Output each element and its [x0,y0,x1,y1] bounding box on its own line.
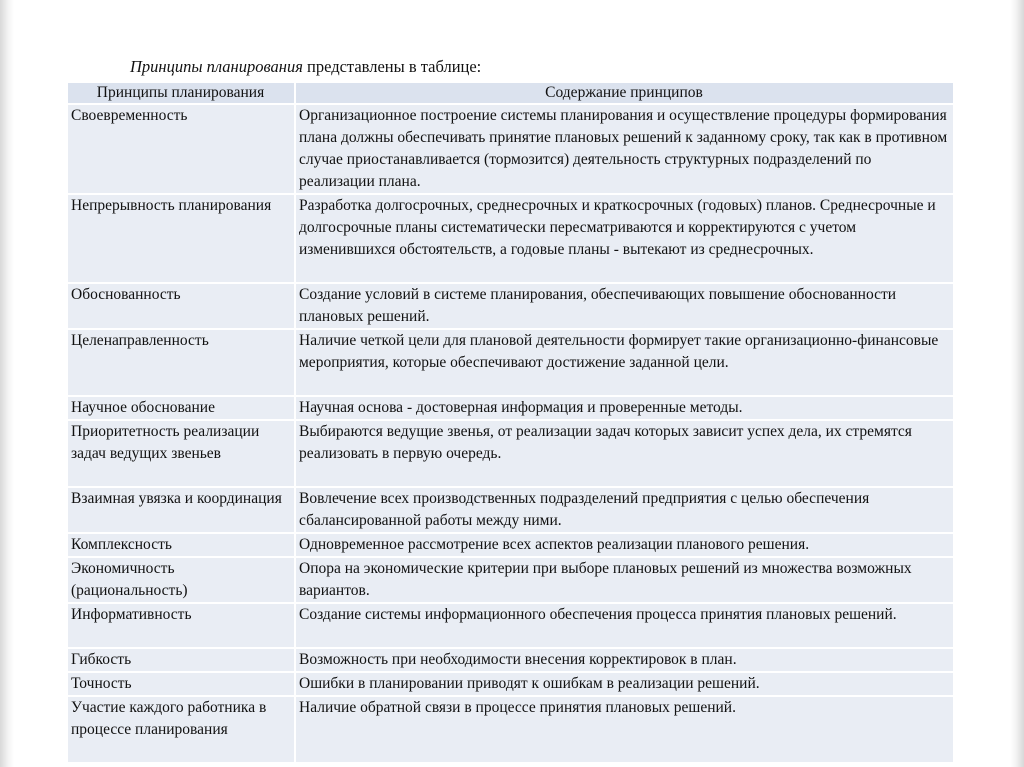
principle-cell: Целенаправленность [68,330,296,397]
slide-left-edge [0,0,14,767]
principle-cell: Информативность [68,604,296,649]
caption-italic: Принципы планирования [130,57,303,76]
table-caption [130,57,481,77]
table-row [68,488,955,534]
content-cell: Опора на экономические критерии при выборе плановых решений из множества возможных вариантов. [296,558,955,604]
table-header-row [68,83,955,105]
table-row [68,604,955,649]
content-cell: Наличие четкой цели для плановой деятельности формирует такие организационно-финансовые мероприятия, которые обеспечивают достижение заданной цели. [296,330,955,397]
content-cell: Создание условий в системе планирования, обеспечивающих повышение обоснованности плановых решений. [296,284,955,330]
content-cell: Разработка долгосрочных, среднесрочных и краткосрочных (годовых) планов. Среднесрочные и долгосрочные планы систематически пересматриваются и корректируются с учетом изменившихся обстоятельств, а годовые планы - вытекают из среднесрочных. [296,195,955,284]
table-row [68,284,955,330]
caption-rest: представлены в таблице: [302,57,482,76]
content-cell: Наличие обратной связи в процессе принятия плановых решений. [296,697,955,764]
table-row [68,105,955,195]
table-row [68,649,955,673]
table-row [68,697,955,764]
principle-cell: Приоритетность реализации задач ведущих звеньев [68,421,296,488]
slide-right-edge [1010,0,1024,767]
principle-cell: Экономичность (рациональность) [68,558,296,604]
principle-cell: Участие каждого работника в процессе планирования [68,697,296,764]
table-row [68,558,955,604]
table-row [68,673,955,697]
principle-cell: Научное обоснование [68,397,296,421]
principle-cell: Непрерывность планирования [68,195,296,284]
table-row [68,397,955,421]
content-cell: Выбираются ведущие звенья, от реализации задач которых зависит успех дела, их стремятся реализовать в первую очередь. [296,421,955,488]
table-row [68,195,955,284]
content-cell: Научная основа - достоверная информация и проверенные методы. [296,397,955,421]
table-row [68,330,955,397]
content-cell: Ошибки в планировании приводят к ошибкам в реализации решений. [296,673,955,697]
principle-cell: Комплексность [68,534,296,558]
principle-cell: Своевременность [68,105,296,195]
header-content: Содержание принципов [296,83,955,105]
content-cell: Одновременное рассмотрение всех аспектов реализации планового решения. [296,534,955,558]
principle-cell: Обоснованность [68,284,296,330]
content-cell: Создание системы информационного обеспечения процесса принятия плановых решений. [296,604,955,649]
table-row [68,421,955,488]
content-cell: Организационное построение системы планирования и осуществление процедуры формирования плана должны обеспечивать принятие плановых решений к заданному сроку, так как в противном случае приостанавливается (тормозится) деятельность структурных подразделений по реализации плана. [296,105,955,195]
principles-table [68,83,955,764]
principle-cell: Точность [68,673,296,697]
content-cell: Вовлечение всех производственных подразделений предприятия с целью обеспечения сбалансированной работы между ними. [296,488,955,534]
content-cell: Возможность при необходимости внесения корректировок в план. [296,649,955,673]
header-principles: Принципы планирования [68,83,296,105]
principle-cell: Гибкость [68,649,296,673]
principle-cell: Взаимная увязка и координация [68,488,296,534]
table-row [68,534,955,558]
